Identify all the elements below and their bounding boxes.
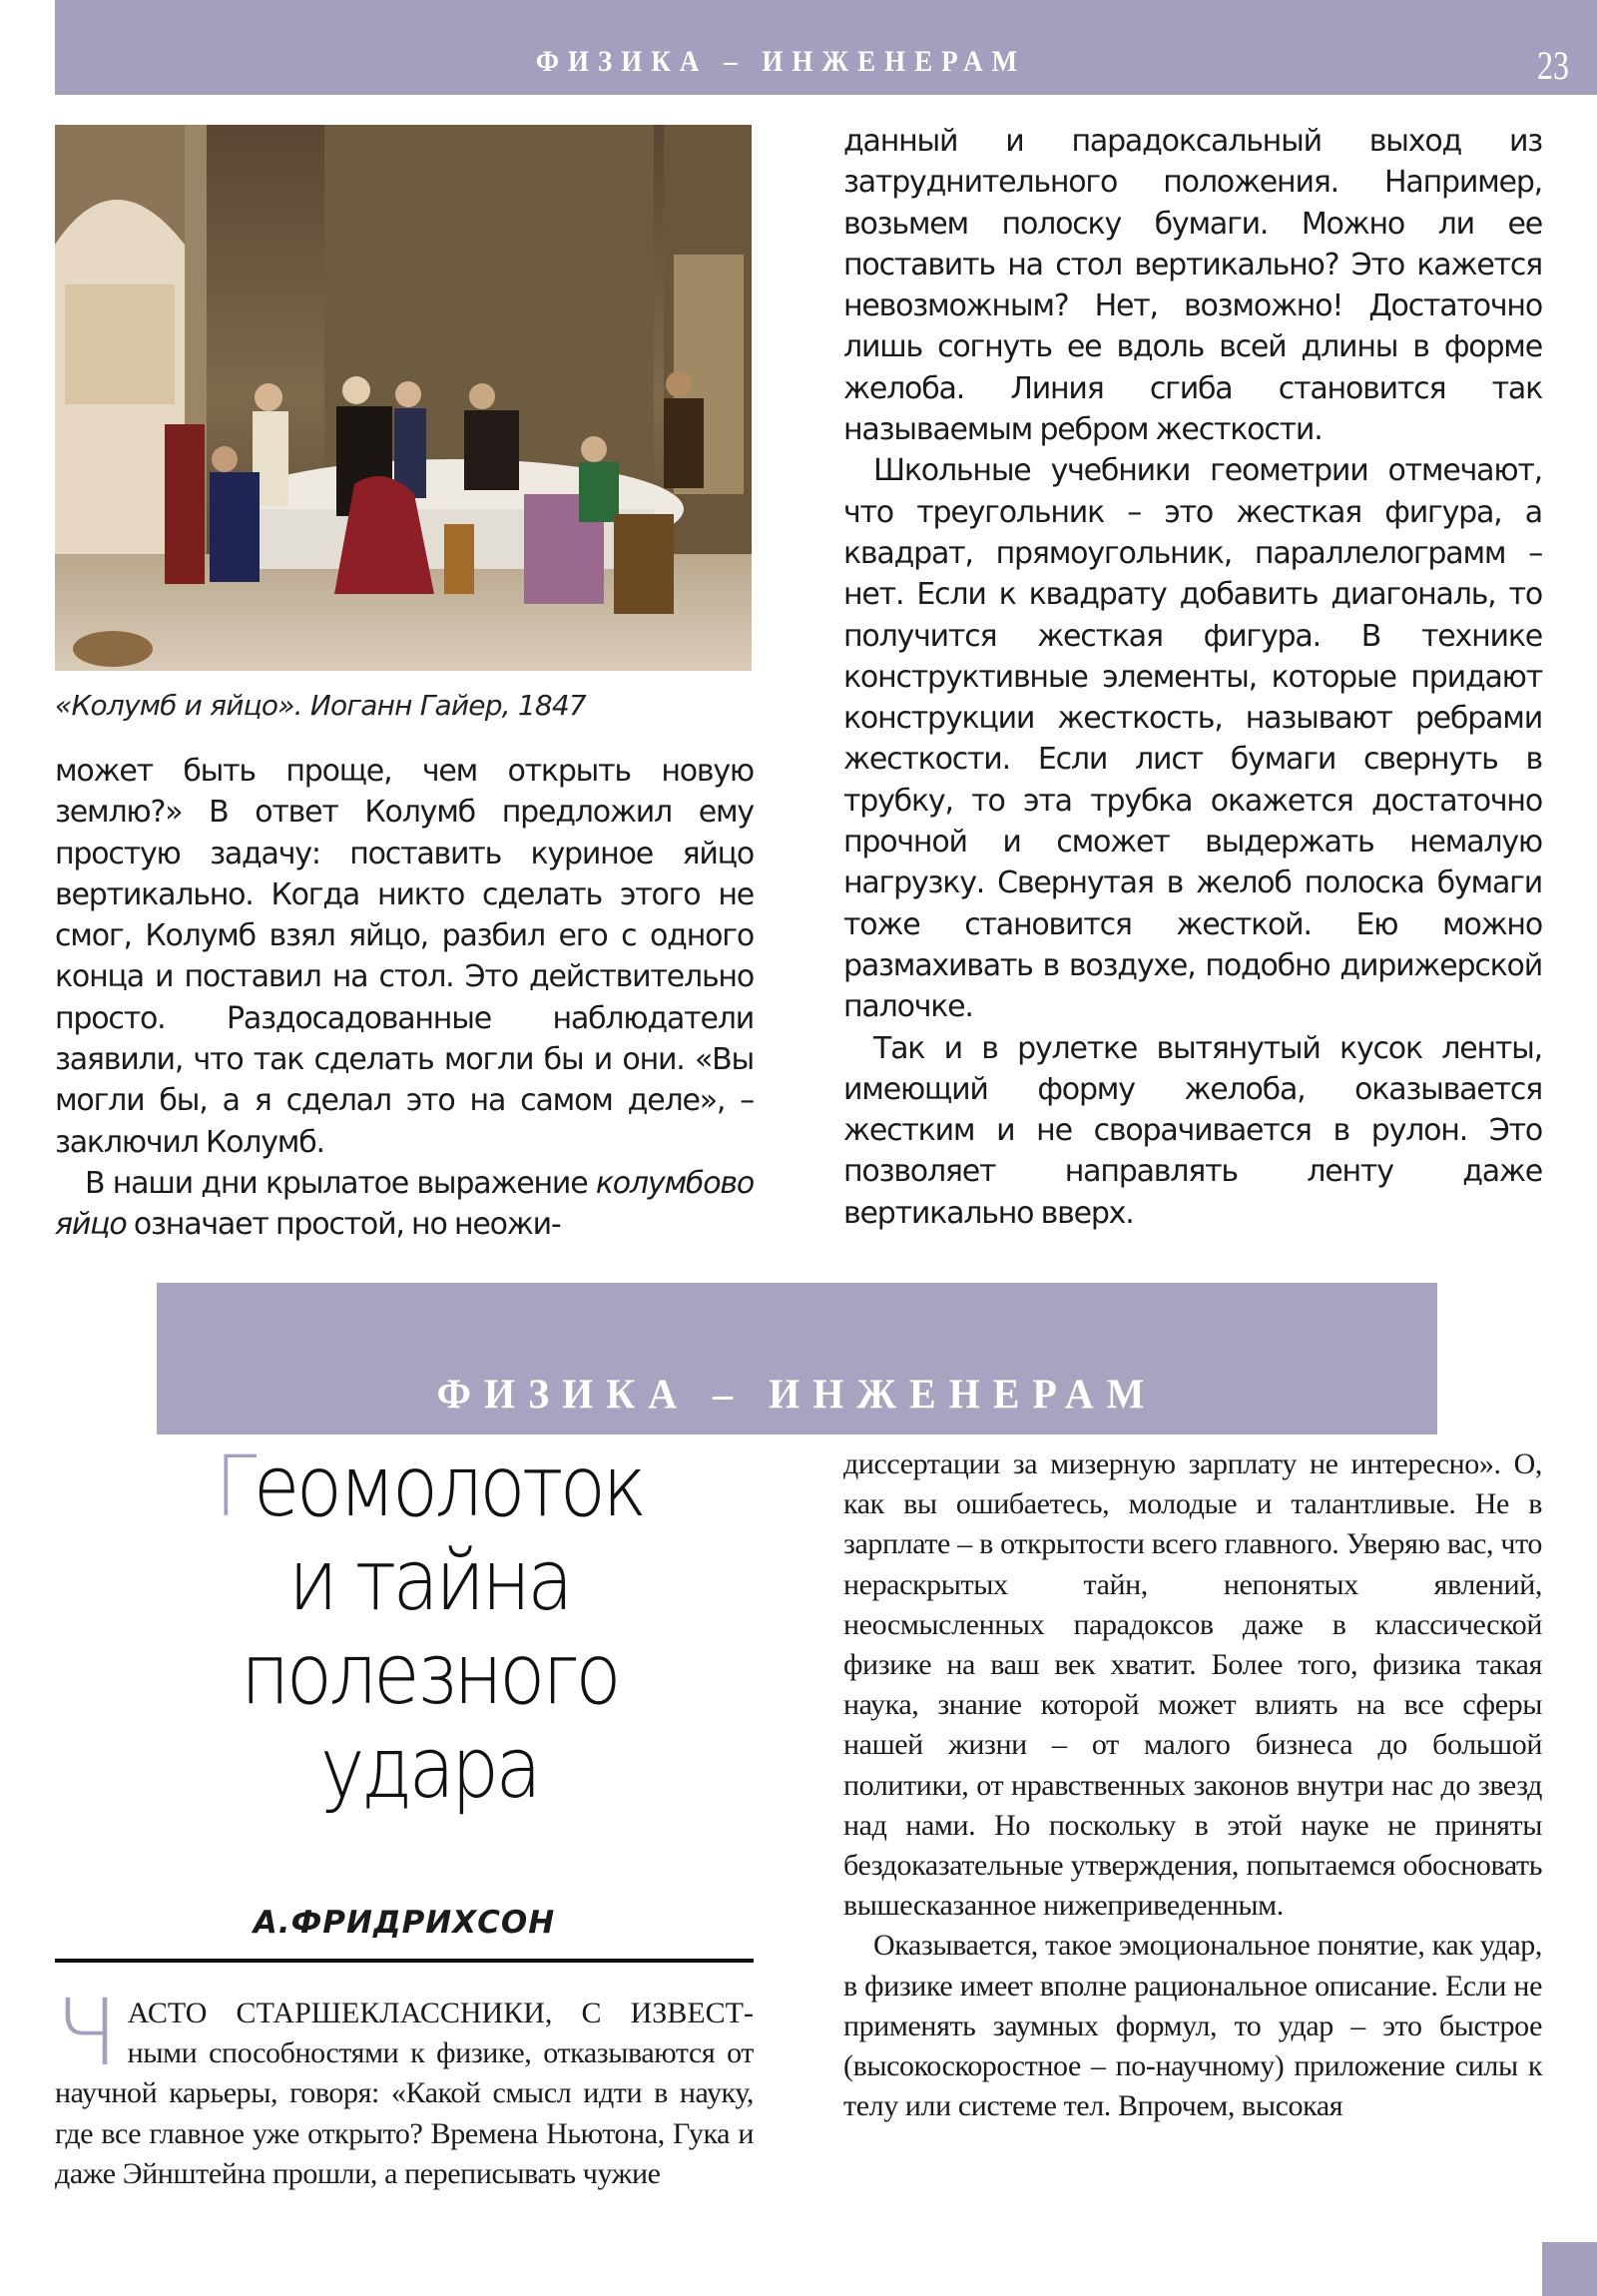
headline-line: и тайна [287,1531,571,1629]
headline-line: удара [319,1719,539,1817]
painting-illustration [55,125,752,671]
figure-caption: «Колумб и яйцо». Иоганн Гайер, 1847 [55,689,586,722]
section-title: ФИЗИКА – ИНЖЕНЕРАМ [535,44,1027,78]
painting-image [55,125,752,671]
author-byline: А.ФРИДРИХСОН [253,1905,556,1941]
paragraph: Школьные учебники геометрии отмечают, что треугольник – это жесткая фигура, а квадрат, прямоугольник, параллелограмм – нет. Если к квадрату добавить диагональ, то получится жесткая фигура. В технике конструктивные элементы, которые придают конструкции жесткость, называют ребрами жесткости. Если лист бумаги свернуть в трубку, то эта трубка окажется достаточно прочной и сможет выдержать немалую нагрузку. Свернутая в желоб полоска бумаги тоже становится жесткой. Ею можно размахивать в воздухе, подобно дирижерской палочке. [843,453,1542,1025]
headline-initial: Г [215,1437,254,1535]
paragraph: Оказывается, такое эмоциональное понятие, как удар, в физике имеет вполне рациональное описание. Если не применять заумных формул, то удар – это быстрое (высокоскоростное – по-научному) приложение силы к телу или системе тел. Впрочем, высокая [843,1929,1542,2123]
article-headline [133,1439,726,1815]
lead-caps: АСТО СТАРШЕКЛАССНИКИ, С ИЗВЕСТ- [127,1997,754,2029]
headline-line: полезного [240,1625,619,1723]
italic-phrase: колумбово яйцо [55,1165,754,1243]
headline-text: еомолоток [253,1437,644,1535]
paragraph: может быть проще, чем открыть новую землю?» В ответ Колумб предложил ему простую задачу: поставить куриное яйцо вертикально. Когда никто сделать этого не смог, Колумб взял яйцо, разбил его с одного конца и поставил на стол. Это действительно просто. Раздосадованные наблюдатели заявили, что так сделать могли бы и они. «Вы могли бы, а я сделал это на самом деле», – заключил Колумб. [55,754,754,1160]
paragraph: данный и парадоксальный выход из затруднительного положения. Например, возьмем полоску бумаги. Можно ли ее поставить на стол вертикально? Это кажется невозможным? Нет, возможно! Достаточно лишь согнуть ее вдоль всей длины в форме желоба. Линия сгиба становится так называемым ребром жесткости. [843,124,1542,448]
drop-cap: Ч [55,1980,118,2086]
article1-left-column [55,751,754,1246]
section-banner [157,1283,1437,1435]
page-header-band [55,0,1597,95]
article1-right-column [843,121,1542,1234]
paragraph: диссертации за мизерную зарплату не интересно». О, как вы ошибаетесь, молодые и талантливые. Не в зарплате – в открытости всего главного. Уверяю вас, что нераскрытых тайн, непонятых явлений, неосмысленных парадоксов даже в классической физике на ваш век хватит. Более того, физика такая наука, знание которой может влиять на все сферы нашей жизни – от малого бизнеса до большой политики, от нравственных законов внутри нас до звезд над нами. Но поскольку в этой науке не приняты бездоказательные утверждения, попытаемся обосновать вышесказанное нижеприведенным. [843,1447,1542,1923]
headline-line [133,1439,726,1533]
lead-paragraph [55,1980,754,2194]
paragraph-text: В наши дни крылатое выражение [85,1165,596,1201]
paragraph [55,1163,754,1246]
article2-left-column [55,1980,754,2194]
paragraph-text: ными способностями к физике, отказываются от научной карьеры, говоря: «Какой смысл идти в науку, где все главное уже открыто? Времена Ньютона, Гука и даже Эйнштейна прошли, а переписывать чужие [55,2036,754,2190]
section-banner-title: ФИЗИКА – ИНЖЕНЕРАМ [436,1370,1158,1419]
article2-right-column [843,1444,1542,2126]
paragraph-text: означает простой, но неожи- [126,1207,561,1243]
paragraph: Так и в рулетке вытянутый кусок ленты, имеющий форму желоба, оказывается жестким и не сворачивается в рулон. Это позволяет направлять ленту даже вертикально вверх. [843,1030,1542,1231]
page-number: 23 [1537,43,1569,88]
corner-decoration [1542,2242,1597,2296]
byline-divider [55,1959,754,1963]
